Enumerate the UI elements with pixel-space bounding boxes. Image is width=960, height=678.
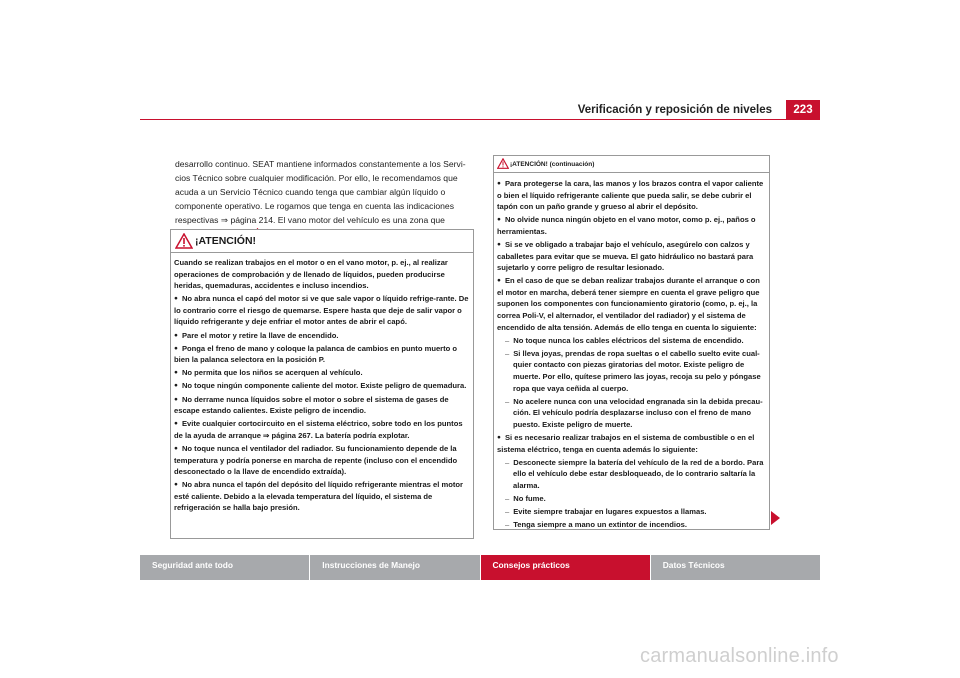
header-rule <box>140 119 786 120</box>
warning-box-title: ¡ATENCIÓN! (continuación) <box>510 160 595 168</box>
warning-item: ● En el caso de que se deban realizar trabajos durante el arranque o con el motor en marcha, deberá tener siempre en cuenta el grave peligro que suponen los componentes con funcionamiento giratorio (como, p. ej., la correa Poli-V, el alternador, el ventilador del radiador) y el sistema de encendido de alta tensión. Además de ello tenga en cuenta lo siguiente: <box>497 275 766 333</box>
warning-item: ● Si es necesario realizar trabajos en el sistema de combustible o en el sistema eléctrico, tenga en cuenta además lo siguiente: <box>497 432 766 455</box>
watermark: carmanualsonline.info <box>640 645 839 667</box>
warning-subitem: – No toque nunca los cables eléctricos del sistema de encendido. <box>501 335 766 347</box>
warning-item: ● No toque ningún componente caliente del motor. Existe peligro de quemadura. <box>174 380 470 392</box>
warning-box <box>170 229 474 539</box>
warning-subitem: – Evite siempre trabajar en lugares expuestos a llamas. <box>501 506 766 518</box>
warning-subitem: – No fume. <box>501 493 766 505</box>
warning-item: ● Ponga el freno de mano y coloque la palanca de cambios en punto muerto o bien la palanca selectora en la posición P. <box>174 343 470 366</box>
warning-paragraph: Cuando se realizan trabajos en el motor o en el vano motor, p. ej., al realizar operaciones de comprobación y de llenado de líquidos, pueden producirse heridas, quemaduras, accidentes e incluso incendios. <box>174 258 448 291</box>
warning-item: ● No permita que los niños se acerquen al vehículo. <box>174 367 470 379</box>
warning-item: ● Pare el motor y retire la llave de encendido. <box>174 330 470 342</box>
warning-box-body <box>494 173 769 531</box>
footer-tab-instrucciones[interactable]: Instrucciones de Manejo <box>310 555 479 580</box>
section-title: Verificación y reposición de niveles <box>577 104 772 116</box>
warning-box-body <box>171 253 473 514</box>
page-number: 223 <box>786 100 820 120</box>
continue-arrow-icon <box>771 511 780 525</box>
warning-box-continued <box>493 155 770 530</box>
warning-item: ● No abra nunca el tapón del depósito del líquido refrigerante mientras el motor esté caliente. Debido a la elevada temperatura del líquido, el sistema de refrigeración se halla bajo presión. <box>174 479 470 514</box>
warning-icon <box>175 233 193 249</box>
warning-item: ● No abra nunca el capó del motor si ve que sale vapor o líquido refrige-rante. De lo contrario corre el riesgo de quemarse. Espere hasta que deje de salir vapor o líquido refrigerante y deje enfriar el motor antes de abrir el capó. <box>174 293 470 328</box>
warning-item: ● No toque nunca el ventilador del radiador. Su funcionamiento depende de la temperatura y podría ponerse en marcha de repente (incluso con el encendido desconectado o la llave de encendido extraída). <box>174 443 470 478</box>
warning-subitem: – Tenga siempre a mano un extintor de incendios. <box>501 519 766 531</box>
footer-tab-datos[interactable]: Datos Técnicos <box>651 555 820 580</box>
footer-nav <box>140 555 820 580</box>
warning-item: ● Si se ve obligado a trabajar bajo el vehículo, asegúrelo con calzos y caballetes para evitar que se mueva. El gato hidráulico no bastará para sujetarlo y corre peligro de resultar lesionado. <box>497 239 766 274</box>
warning-box-title: ¡ATENCIÓN! <box>195 235 257 247</box>
warning-item: ● No olvide nunca ningún objeto en el vano motor, como p. ej., paños o herramientas. <box>497 214 766 237</box>
intro-line: respectivas ⇒ página 214. El vano motor del vehículo es una zona que <box>175 215 445 225</box>
warning-item: ● Evite cualquier cortocircuito en el sistema eléctrico, sobre todo en los puntos de la ayuda de arranque ⇒ página 267. La batería podría explotar. <box>174 418 470 441</box>
intro-line: acuda a un Servicio Técnico cuando tenga que cambiar algún líquido o <box>175 187 446 197</box>
warning-icon <box>497 158 509 169</box>
intro-line: cios Técnico sobre cualquier modificación. Por ello, le recomendamos que <box>175 173 458 183</box>
intro-line: desarrollo continuo. SEAT mantiene informados constantemente a los Servi- <box>175 159 466 169</box>
warning-box-header <box>494 156 769 173</box>
warning-box-header <box>171 230 473 253</box>
warning-subitem: – Si lleva joyas, prendas de ropa sueltas o el cabello suelto evite cual-quier contacto con piezas giratorias del motor. Existe peligro de muerte. Por ello, quítese primero las joyas, recoja su pelo y póngase ropa que vaya ceñida al cuerpo. <box>501 348 766 394</box>
intro-line: componente operativo. Le rogamos que tenga en cuenta las indicaciones <box>175 201 455 211</box>
warning-subitem: – Desconecte siempre la batería del vehículo de la red de a bordo. Para ello el vehículo debe estar desbloqueado, de lo contrario saltaría la alarma. <box>501 457 766 492</box>
warning-subitem: – No acelere nunca con una velocidad engranada sin la debida precau-ción. El vehículo podría desplazarse incluso con el freno de mano puesto. Existe peligro de muerte. <box>501 396 766 431</box>
footer-tab-consejos[interactable]: Consejos prácticos <box>481 555 650 580</box>
footer-tab-seguridad[interactable]: Seguridad ante todo <box>140 555 309 580</box>
warning-item: ● No derrame nunca líquidos sobre el motor o sobre el sistema de gases de escape estando calientes. Existe peligro de incendio. <box>174 394 470 417</box>
warning-item: ● Para protegerse la cara, las manos y los brazos contra el vapor caliente o bien el líquido refrigerante caliente que pueda salir, se debe cubrir el tapón con un paño grande y grueso al abrir el depósito. <box>497 178 766 213</box>
